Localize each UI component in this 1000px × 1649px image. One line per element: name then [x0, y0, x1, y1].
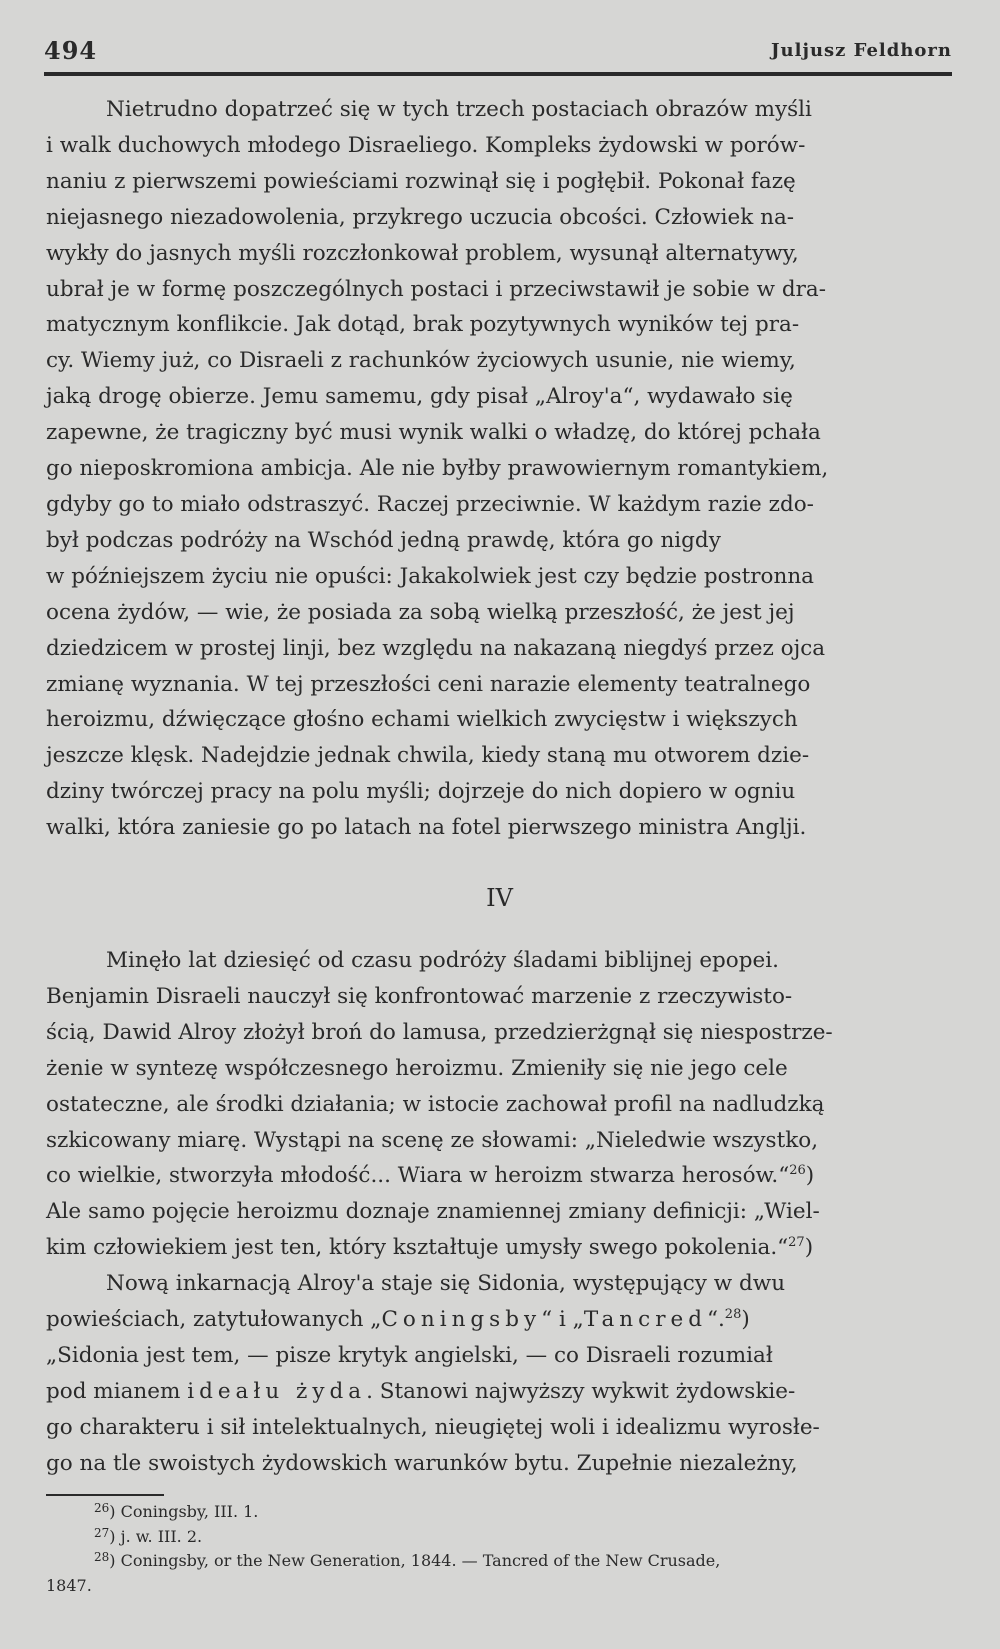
footnote-rule — [46, 1494, 164, 1496]
footnote-number: 28 — [94, 1550, 110, 1564]
text-line — [46, 1230, 953, 1266]
footnote-number: 27 — [94, 1525, 110, 1540]
text-line: cy. Wiemy już, co Disraeli z rachunków życiowych usunie, nie wiemy, — [46, 348, 796, 374]
text-line: w późniejszem życiu nie opuści: Jakakolwiek jest czy będzie postronna — [46, 563, 814, 589]
footnote-text: Coningsby, or the New Generation, 1844. — Tancred of the New Crusade, — [120, 1551, 721, 1570]
footnote-26: $^{26}$) Coningsby, III. 1. — [94, 1501, 259, 1521]
text-line: walki, która zaniesie go po latach na fotel pierwszego ministra Anglji. — [46, 815, 807, 841]
text-line: żenie w syntezę współczesnego heroizmu. Zmieniły się nie jego cele — [46, 1055, 788, 1081]
footnote-paren: ) — [805, 1163, 815, 1189]
text-line: Benjamin Disraeli nauczył się konfrontować marzenie z rzeczywisto- — [46, 983, 793, 1009]
text-line: zapewne, że tragiczny być musi wynik walki o władzę, do której pchała — [46, 420, 821, 446]
text-line: heroizmu, dźwięczące głośno echami wielkich zwycięstw i większych — [46, 707, 798, 733]
footnote-paren: ) — [804, 1235, 814, 1261]
text-line: niejasnego niezadowolenia, przykrego uczucia obcości. Człowiek na- — [46, 204, 795, 230]
text-line: jaką drogę obierze. Jemu samemu, gdy pisał „Alroy'a“, wydawało się — [46, 384, 793, 410]
header-rule — [44, 72, 952, 76]
text-line: go nieposkromiona ambicja. Ale nie byłby prawowiernym romantykiem, — [46, 456, 829, 482]
text-line: Nietrudno dopatrzeć się w tych trzech postaciach obrazów myśli — [106, 97, 812, 122]
line-text: powieściach, zatytułowanych „ — [46, 1306, 382, 1332]
book-title-coningsby: Coningsby — [381, 1306, 542, 1332]
text-line: go charakteru i sił intelektualnych, nieugiętej woli i idealizmu wyrosłe- — [46, 1414, 820, 1440]
footnote-ref-28: 28 — [724, 1306, 742, 1322]
text-line: naniu z pierwszemi powieściami rozwinął się i pogłębił. Pokonał fazę — [46, 168, 796, 194]
text-line — [46, 1374, 953, 1410]
footnote-ref-26: 26 — [789, 1163, 806, 1179]
text-line: dziedzicem w prostej linji, bez względu na nakazaną niegdyś przez ojca — [46, 635, 826, 661]
text-line: ścią, Dawid Alroy złożył broń do lamusa, przedzierżgnął się niespostrze- — [46, 1019, 833, 1045]
text-line: zmianę wyznania. W tej przeszłości ceni narazie elementy teatralnego — [46, 671, 811, 697]
running-title: Juljusz Feldhorn — [771, 40, 952, 61]
text-line: ostateczne, ale środki działania; w istocie zachował profil na nadludzką — [46, 1091, 825, 1117]
emphasis-ideal-jew: ideału żyda — [187, 1378, 367, 1404]
text-line: szkicowany miarę. Wystąpi na scenę ze słowami: „Nieledwie wszystko, — [46, 1127, 819, 1153]
text-line: Minęło lat dziesięć od czasu podróży śladami biblijnej epopei. — [106, 948, 779, 973]
section-heading: IV — [486, 884, 513, 912]
page-header — [44, 36, 952, 68]
text-line: dziny twórczej pracy na polu myśli; dojrzeje do nich dopiero w ogniu — [46, 779, 796, 805]
text-line: „Sidonia jest tem, — pisze krytyk angielski, — co Disraeli rozumiał — [46, 1342, 773, 1368]
text-line: ocena żydów, — wie, że posiada za sobą wielką przeszłość, że jest jej — [46, 599, 795, 625]
footnote-paren: ) — [741, 1306, 750, 1332]
line-text: “. — [706, 1306, 725, 1332]
paragraph-1 — [46, 92, 953, 846]
text-line: matycznym konflikcie. Jak dotąd, brak pozytywnych wyników tej pra- — [46, 312, 800, 338]
line-text: co wielkie, stworzyła młodość... Wiara w heroizm stwarza herosów.“ — [46, 1163, 790, 1189]
footnote-text: Coningsby, III. 1. — [120, 1502, 259, 1521]
line-text: kim człowiekiem jest ten, który kształtuje umysły swego pokolenia.“ — [46, 1235, 789, 1261]
footnote-28-continuation: 1847. — [46, 1575, 92, 1595]
line-text: . Stanowi najwyższy wykwit żydowskie- — [366, 1378, 796, 1404]
footnote-27: $^{27}$) j. w. III. 2. — [94, 1525, 203, 1546]
text-line: gdyby go to miało odstraszyć. Raczej przeciwnie. W każdym razie zdo- — [46, 491, 814, 517]
page-number: 494 — [44, 36, 98, 65]
text-line — [46, 1302, 953, 1338]
footnote-number: 26 — [94, 1501, 110, 1515]
text-line: ubrał je w formę poszczególnych postaci i przeciwstawił je sobie w dra- — [46, 276, 826, 302]
book-title-tancred: Tancred — [583, 1306, 707, 1332]
text-line: Ale samo pojęcie heroizmu doznaje znamiennej zmiany definicji: „Wiel- — [46, 1199, 820, 1225]
footnote-28: $^{28}$) Coningsby, or the New Generation, 1844. — Tancred of the New Crusade, — [94, 1550, 721, 1570]
footnote-ref-27: 27 — [788, 1235, 805, 1251]
text-line — [46, 1158, 953, 1194]
text-line: jeszcze klęsk. Nadejdzie jednak chwila, kiedy staną mu otworem dzie- — [46, 743, 810, 769]
line-text: pod mianem — [46, 1378, 188, 1404]
text-line: wykły do jasnych myśli rozczłonkował problem, wysunął alternatywy, — [46, 240, 799, 266]
text-line: go na tle swoistych żydowskich warunków bytu. Zupełnie niezależny, — [46, 1450, 798, 1476]
paragraph-3 — [46, 1266, 953, 1481]
text-line: i walk duchowych młodego Disraeliego. Kompleks żydowski w porów- — [46, 132, 806, 158]
line-text: “ i „ — [541, 1306, 584, 1332]
paragraph-2 — [46, 943, 953, 1266]
footnotes — [46, 1500, 953, 1598]
text-line: był podczas podróży na Wschód jedną prawdę, która go nigdy — [46, 527, 721, 553]
text-line: Nową inkarnacją Alroy'a staje się Sidonia, występujący w dwu — [106, 1271, 786, 1296]
footnote-text: j. w. III. 2. — [120, 1526, 203, 1546]
